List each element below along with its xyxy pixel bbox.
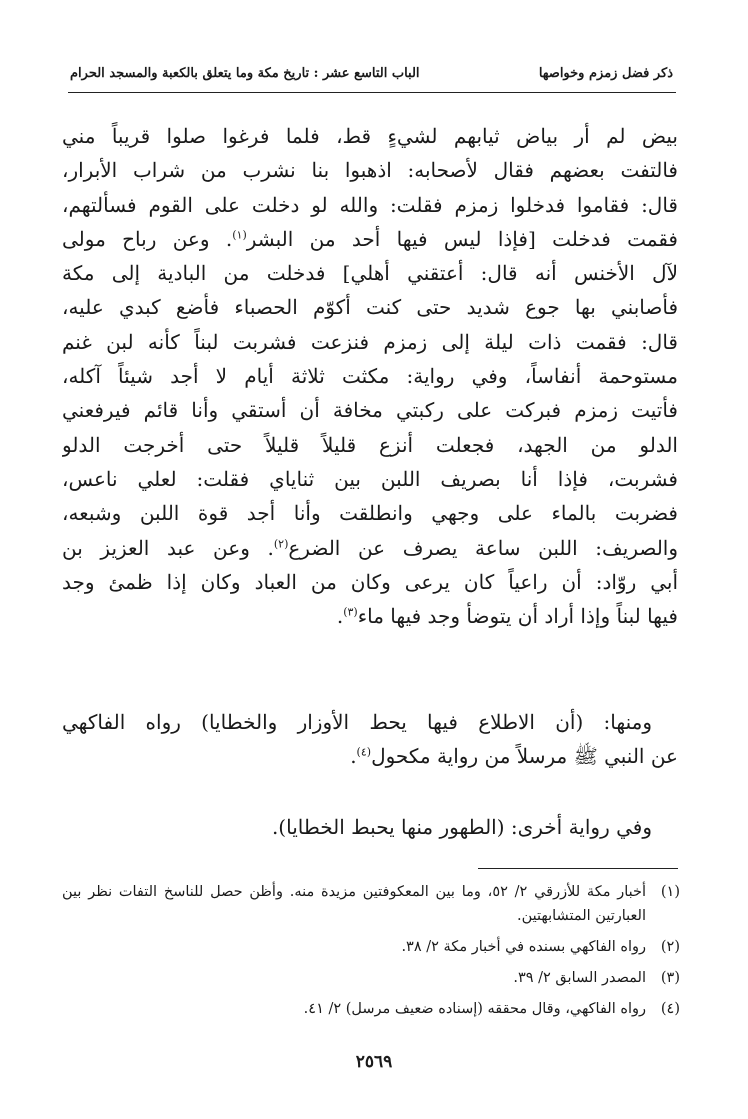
chapter-title: الباب التاسع عشر : تاريخ مكة وما يتعلق بالكعبة والمسجد الحرام — [70, 65, 420, 81]
footnote-item — [62, 997, 680, 1021]
text-line: فشربت، فإذا أنا بصريف اللبن بين ثناياي فقلت: لعلي ناعس، — [62, 466, 678, 491]
text-line: لآل الأخنس أنه قال: أعتقني أهلي] فدخلت من البادية إلى مكة — [62, 261, 678, 286]
footnote-divider — [478, 868, 678, 869]
footnote-text: أخبار مكة للأزرقي ٢/ ٥٢، وما بين المعكوفتين مزيدة منه. وأظن حصل للناسخ التفات نظر بين العبارتين المتشابهتين. — [62, 884, 646, 924]
text-line: قال: فقمت ذات ليلة إلى زمزم فنزعت فشربت لبناً كأنه لبن غنم — [62, 329, 678, 354]
text-line — [62, 739, 678, 773]
footnote-item — [62, 966, 680, 990]
footnotes-section — [62, 880, 680, 1028]
second-paragraph — [62, 705, 678, 774]
footnote-number: (٢) — [660, 939, 680, 955]
footnote-number: (٣) — [660, 970, 680, 986]
text-segment: . — [350, 744, 357, 769]
footnote-text: رواه الفاكهي، وقال محققه (إسناده ضعيف مرسل) ٢/ ٤١. — [303, 1001, 646, 1017]
third-paragraph: وفي رواية أخرى: (الطهور منها يحبط الخطايا). — [271, 815, 652, 839]
footnote-ref: (٤) — [356, 745, 372, 759]
footnote-number: (٤) — [660, 1001, 680, 1017]
text-line — [62, 222, 678, 256]
page-number: ٢٥٦٩ — [355, 1052, 393, 1072]
footnote-ref: (١) — [232, 228, 247, 242]
text-line: فالتفت بعضهم فقال لأصحابه: اذهبوا بنا نشرب من شراب الأبرار، — [62, 158, 678, 183]
text-line: الدلو من الجهد، فجعلت أنزع قليلاً قليلاً حتى أخرجت الدلو — [62, 432, 678, 457]
footnote-ref: (٢) — [273, 536, 289, 550]
text-line — [62, 599, 678, 633]
footnote-number: (١) — [660, 884, 680, 900]
text-line: فأصابني بها جوع شديد حتى كنت أكوّم الحصباء فأضع كبدي عليه، — [62, 295, 678, 320]
text-line: ومنها: (أن الاطلاع فيها يحط الأوزار والخطايا) رواه الفاكهي — [62, 710, 652, 734]
header-divider — [68, 92, 676, 93]
main-paragraph — [62, 119, 678, 633]
footnote-ref: (٣) — [343, 605, 358, 619]
text-segment: فقمت فدخلت [فإذا ليس فيها أحد من البشر — [246, 226, 678, 251]
running-header — [70, 60, 673, 86]
text-line — [62, 531, 678, 565]
text-segment: عن النبي ﷺ مرسلاً من رواية مكحول — [371, 744, 678, 769]
text-segment: . وعن رباح مولى — [62, 226, 233, 251]
footnote-item — [62, 880, 680, 928]
text-line: مستوحمة أنفاساً، وفي رواية: مكثت ثلاثة أيام لا أجد شيئاً آكله، — [62, 364, 678, 389]
chapter-section-title: ذكر فضل زمزم وخواصها — [538, 65, 673, 81]
text-segment: . وعن عبد العزيز بن — [62, 535, 274, 560]
text-line: بيض لم أر بياض ثيابهم لشيءٍ قط، فلما فرغوا صلوا قريباً مني — [62, 124, 678, 148]
text-segment: والصريف: اللبن ساعة يصرف عن الضرع — [288, 535, 678, 560]
text-line: فأتيت زمزم فبركت على ركبتي مخافة أن أستقي وأنا قائم فيرفعني — [62, 398, 678, 423]
text-segment: . — [336, 604, 344, 629]
footnote-text: المصدر السابق ٢/ ٣٩. — [513, 970, 646, 986]
text-segment: فيها لبناً وإذا أراد أن يتوضأ وجد فيها ماء — [357, 604, 678, 629]
footnote-text: رواه الفاكهي بسنده في أخبار مكة ٢/ ٣٨. — [401, 939, 646, 955]
footnote-item — [62, 935, 680, 959]
text-line: فضربت بالماء على وجهي وانطلقت وأنا أجد قوة اللبن وشبعه، — [62, 501, 678, 526]
text-line: أبي روّاد: أن راعياً كان يرعى وكان من العباد وكان إذا ظمئ وجد — [62, 569, 678, 594]
text-line: قال: فقاموا فدخلوا زمزم فقلت: والله لو دخلت على القوم فسألتهم، — [62, 192, 678, 217]
